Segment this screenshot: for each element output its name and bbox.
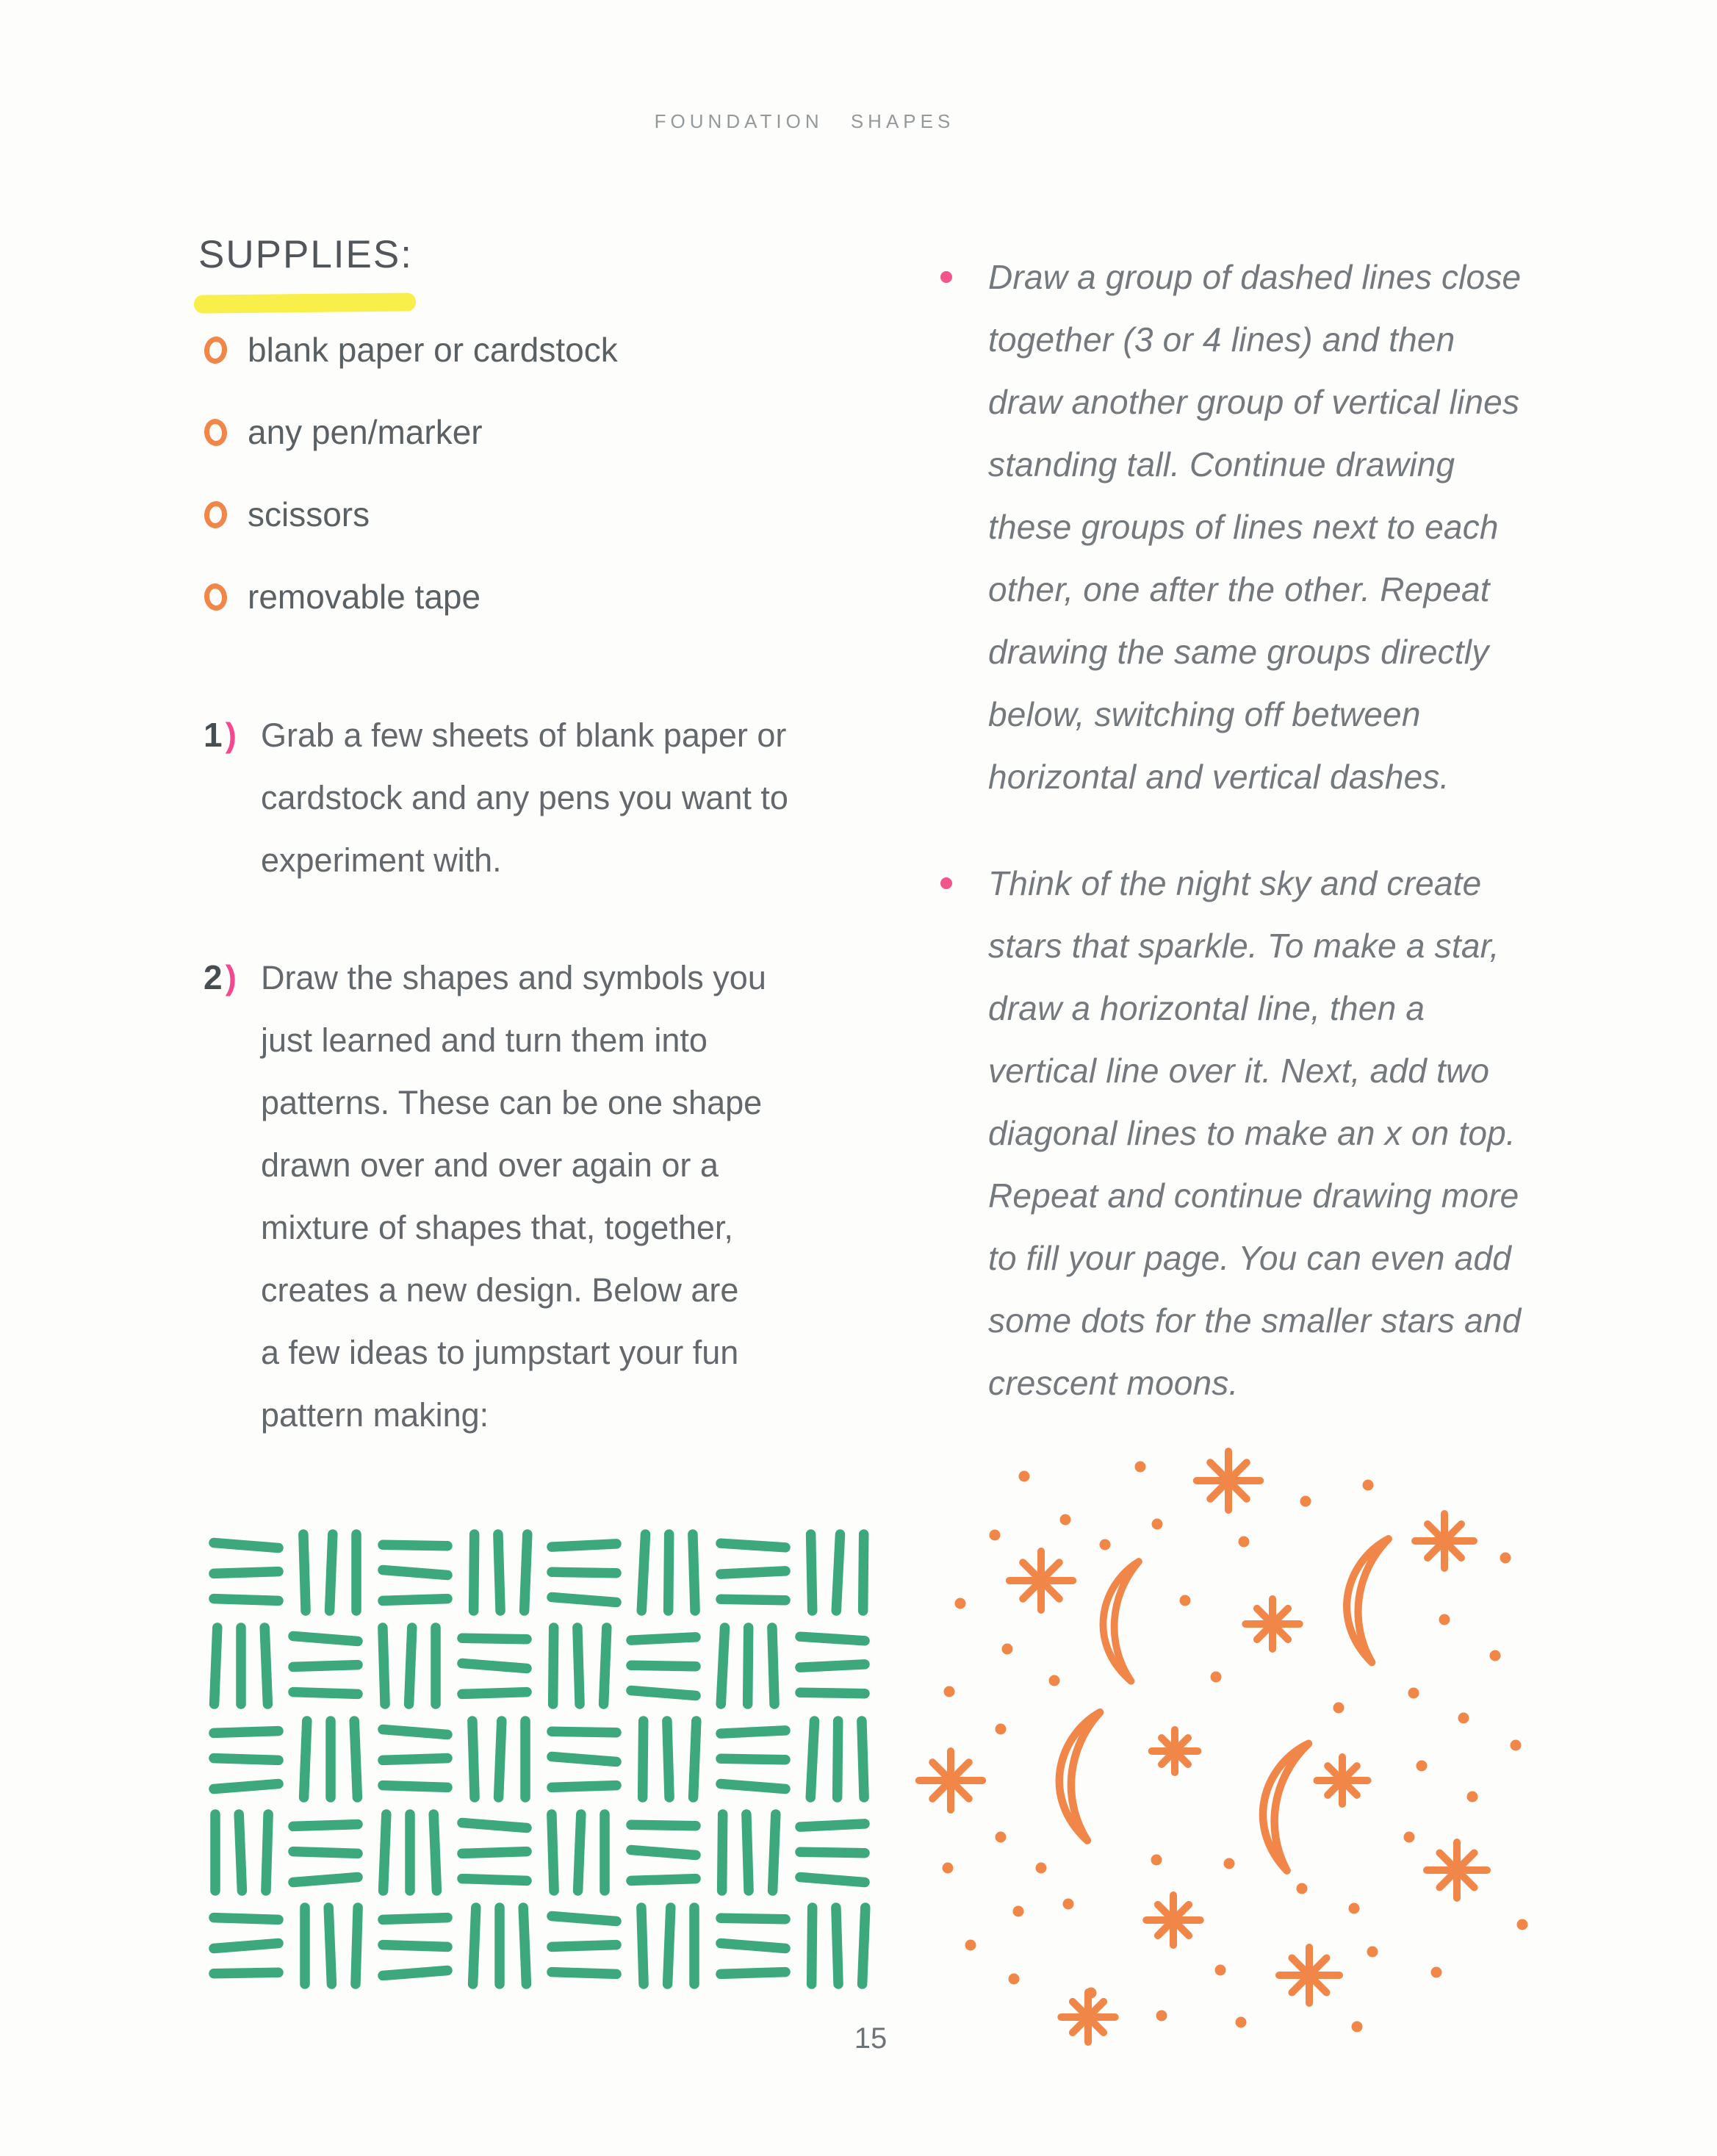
step-line: mixture of shapes that, together,: [261, 1209, 733, 1246]
star-icon: [1146, 1895, 1200, 1945]
dash-group-h: [800, 1636, 865, 1694]
ring-bullet-icon: [203, 417, 228, 448]
star-icon: [1317, 1757, 1367, 1804]
step-line: just learned and turn them into: [261, 1021, 708, 1059]
dash-group-v: [473, 1908, 527, 1984]
step-1: [204, 704, 788, 891]
step-line: patterns. These can be one shape: [261, 1084, 763, 1121]
star-dot-icon: [1019, 1471, 1030, 1482]
dash-group-h: [552, 1544, 616, 1603]
dash-group-h: [214, 1918, 278, 1974]
star-dot-icon: [1352, 2022, 1363, 2033]
star-dot-icon: [1239, 1537, 1250, 1548]
dash-group-h: [552, 1731, 616, 1787]
star-dot-icon: [1135, 1462, 1146, 1473]
dash-group-v: [552, 1814, 605, 1891]
supply-item: [204, 556, 618, 638]
star-dot-icon: [1333, 1703, 1345, 1714]
star-dot-icon: [1215, 1965, 1226, 1976]
star-icon: [1152, 1730, 1198, 1772]
star-dot-icon: [996, 1724, 1007, 1735]
running-header: FOUNDATION SHAPES: [654, 110, 955, 132]
dash-group-h: [383, 1730, 447, 1788]
step-line: pattern making:: [261, 1396, 489, 1434]
dash-group-v: [474, 1534, 528, 1611]
tip-line: draw another group of vertical lines: [988, 383, 1520, 421]
dash-group-h: [214, 1731, 278, 1789]
star-dot-icon: [1049, 1675, 1060, 1686]
tip-line: Draw a group of dashed lines close: [988, 258, 1522, 296]
dash-group-h: [721, 1918, 785, 1974]
moon-icon: [1049, 1707, 1110, 1840]
ring-bullet-icon: [203, 582, 229, 612]
star-dot-icon: [944, 1686, 955, 1697]
tip-line: these groups of lines next to each: [988, 508, 1499, 546]
supply-label: any pen/marker: [248, 413, 483, 451]
dash-group-v: [641, 1908, 694, 1984]
dash-group-h: [552, 1916, 616, 1974]
dash-group-v: [553, 1628, 607, 1704]
star-dot-icon: [1439, 1614, 1450, 1625]
star-dot-icon: [1013, 1906, 1024, 1917]
star-dot-icon: [1404, 1832, 1415, 1843]
star-dot-icon: [965, 1940, 976, 1951]
dash-pattern: [214, 1534, 865, 1984]
tip-line: below, switching off between: [988, 695, 1421, 733]
dash-group-v: [305, 1908, 358, 1984]
step-line: Draw the shapes and symbols you: [261, 959, 766, 996]
star-dot-icon: [1211, 1672, 1222, 1683]
star-dot-icon: [1036, 1863, 1047, 1874]
star-dot-icon: [1156, 2011, 1167, 2022]
dash-group-v: [811, 1534, 864, 1611]
dash-group-v: [304, 1721, 358, 1797]
supplies-heading: SUPPLIES:: [198, 233, 413, 276]
star-icon: [1197, 1451, 1260, 1510]
pink-bullet-icon: [940, 271, 952, 283]
dash-group-h: [721, 1731, 785, 1789]
dash-group-v: [303, 1534, 356, 1611]
star-icon: [1279, 1947, 1339, 2003]
tip-paragraph: [988, 852, 1521, 1415]
dash-group-h: [293, 1636, 358, 1695]
night-sky-pattern: [919, 1451, 1528, 2042]
star-dot-icon: [1224, 1858, 1235, 1869]
tip-line: some dots for the smaller stars and: [988, 1301, 1522, 1340]
supply-label: blank paper or cardstock: [248, 331, 618, 369]
tip-line: standing tall. Continue drawing: [988, 445, 1455, 484]
dash-group-h: [462, 1638, 527, 1694]
star-dot-icon: [955, 1598, 966, 1609]
dash-group-v: [722, 1814, 776, 1891]
tip-line: Think of the night sky and create: [988, 864, 1482, 902]
star-dot-icon: [996, 1832, 1007, 1843]
tip-line: horizontal and vertical dashes.: [988, 758, 1450, 796]
pink-bullet-icon: [940, 877, 952, 889]
star-icon: [919, 1751, 982, 1810]
step-line: cardstock and any pens you want to: [261, 779, 788, 816]
star-dot-icon: [1063, 1899, 1074, 1910]
tip-line: drawing the same groups directly: [988, 633, 1489, 671]
star-dot-icon: [1086, 1988, 1097, 1999]
ring-bullet-icon: [203, 500, 228, 529]
page-number: 15: [854, 2022, 888, 2055]
star-dot-icon: [1367, 1947, 1378, 1958]
star-dot-icon: [1060, 1514, 1071, 1526]
tip-line: together (3 or 4 lines) and then: [988, 320, 1455, 359]
star-dot-icon: [1511, 1740, 1522, 1751]
dash-group-h: [383, 1545, 447, 1600]
tip-line: other, one after the other. Repeat: [988, 570, 1490, 608]
dash-group-v: [810, 1721, 864, 1797]
dash-group-v: [215, 1628, 268, 1704]
dash-group-v: [812, 1908, 865, 1984]
star-icon: [1009, 1551, 1073, 1610]
star-dot-icon: [990, 1530, 1001, 1541]
dash-group-v: [215, 1814, 268, 1891]
star-dot-icon: [1236, 2017, 1247, 2028]
star-dot-icon: [1490, 1650, 1501, 1661]
dash-group-v: [383, 1628, 436, 1704]
tip-line: Repeat and continue drawing more: [988, 1176, 1519, 1215]
supply-label: scissors: [248, 495, 370, 533]
tip-line: to fill your page. You can even add: [988, 1239, 1512, 1277]
dash-group-v: [721, 1628, 774, 1704]
star-icon: [1061, 1992, 1115, 2042]
tip-line: stars that sparkle. To make a star,: [988, 927, 1500, 965]
supply-item: [204, 473, 618, 556]
step-line: experiment with.: [261, 841, 502, 879]
supply-item: [204, 309, 618, 391]
step-line: Grab a few sheets of blank paper or: [261, 716, 787, 754]
star-dot-icon: [1517, 1919, 1528, 1930]
dash-group-h: [631, 1637, 696, 1696]
step-2: [204, 946, 766, 1446]
dash-group-v: [641, 1534, 695, 1611]
dash-group-v: [472, 1721, 525, 1797]
tip-paragraph: [988, 246, 1521, 808]
star-dot-icon: [1408, 1688, 1419, 1699]
step-number: 1): [204, 716, 237, 754]
dash-group-h: [800, 1824, 865, 1883]
dash-group-h: [631, 1825, 696, 1880]
star-dot-icon: [1431, 1967, 1442, 1978]
tip-line: vertical line over it. Next, add two: [988, 1052, 1490, 1090]
star-dot-icon: [1363, 1480, 1374, 1491]
moon-icon: [1249, 1736, 1318, 1870]
dash-group-h: [721, 1543, 785, 1600]
star-dot-icon: [1180, 1595, 1191, 1606]
star-dot-icon: [1500, 1553, 1511, 1564]
star-dot-icon: [1467, 1792, 1478, 1803]
dash-group-v: [384, 1814, 437, 1891]
star-dot-icon: [1349, 1903, 1360, 1914]
star-dot-icon: [1009, 1974, 1020, 1985]
dash-group-h: [214, 1543, 278, 1601]
dash-group-v: [643, 1721, 696, 1797]
yellow-highlight: [194, 292, 416, 313]
star-dot-icon: [1002, 1644, 1013, 1655]
dash-group-h: [383, 1918, 447, 1976]
tip-line: draw a horizontal line, then a: [988, 989, 1425, 1027]
step-line: creates a new design. Below are: [261, 1271, 739, 1309]
tip-line: diagonal lines to make an x on top.: [988, 1114, 1516, 1152]
star-icon: [1427, 1842, 1487, 1898]
star-dot-icon: [1152, 1519, 1163, 1530]
star-dot-icon: [943, 1863, 954, 1874]
supply-label: removable tape: [248, 578, 481, 616]
supplies-list: [204, 309, 618, 638]
star-icon: [1245, 1599, 1299, 1649]
star-dot-icon: [1151, 1855, 1162, 1866]
tip-line: crescent moons.: [988, 1364, 1239, 1402]
moon-icon: [1095, 1558, 1148, 1681]
supply-item: [204, 391, 618, 473]
step-line: a few ideas to jumpstart your fun: [261, 1334, 739, 1371]
moon-icon: [1335, 1533, 1397, 1662]
star-dot-icon: [1417, 1761, 1428, 1772]
step-line: drawn over and over again or a: [261, 1146, 719, 1184]
star-dot-icon: [1100, 1539, 1111, 1550]
star-dot-icon: [1458, 1713, 1469, 1724]
star-dot-icon: [1300, 1496, 1311, 1507]
dash-group-h: [293, 1825, 358, 1883]
star-icon: [1415, 1514, 1474, 1568]
step-number: 2): [204, 958, 237, 996]
star-dot-icon: [1297, 1883, 1308, 1894]
dash-group-h: [462, 1823, 527, 1881]
ring-bullet-icon: [203, 335, 229, 365]
